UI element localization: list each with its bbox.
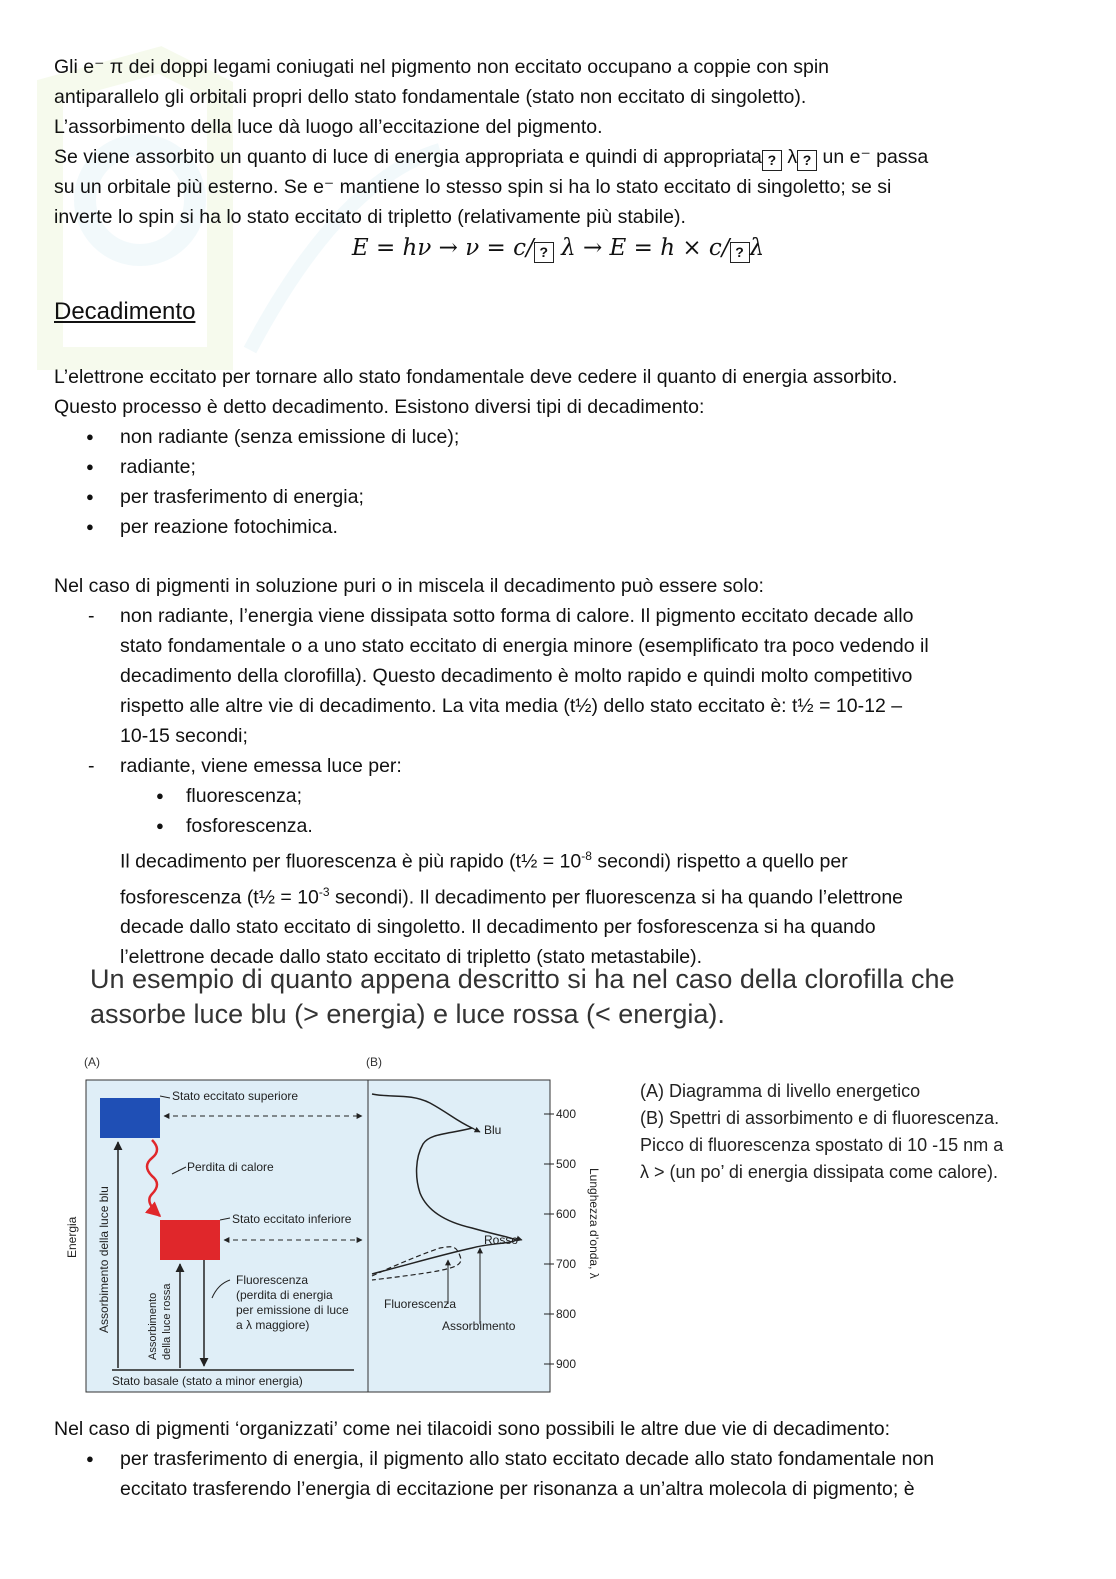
- energy-equation: [0, 235, 1116, 263]
- intro-line-4-b: λ: [787, 146, 798, 168]
- p3-line-3: decade dallo stato eccitato di singoletto. Il decadimento per fosforescenza si ha quando: [120, 916, 876, 938]
- dash-1-line-3: decadimento della clorofilla). Questo decadimento è molto rapido e quindi molto competitivo: [120, 665, 913, 687]
- panel-a-label: (A): [84, 1055, 100, 1069]
- upper-state-label: Stato eccitato superiore: [172, 1089, 299, 1103]
- list-item: ● per reazione fotochimica.: [54, 512, 1054, 542]
- tick-label-900: 900: [556, 1357, 577, 1371]
- solution-decay-list: [54, 601, 1054, 781]
- caption-line-3: Picco di fluorescenza spostato di 10 -15 nm a: [640, 1135, 1004, 1155]
- figure-caption: [640, 1078, 1003, 1186]
- list-item-radiant: - radiante, viene emessa luce per:: [54, 751, 1054, 781]
- heat-loss-label: Perdita di calore: [187, 1160, 274, 1174]
- tick-label-400: 400: [556, 1107, 577, 1121]
- missing-glyph-box: ?: [534, 242, 554, 263]
- intro-line-1: Gli e⁻ π dei doppi legami coniugati nel pigmento non eccitato occupano a coppie con spin: [54, 56, 829, 78]
- p3-line-2-b: secondi). Il decadimento per fluorescenza si ha quando l’elettrone: [329, 886, 904, 908]
- list-item: ● radiante;: [54, 452, 1054, 482]
- blu-label: Blu: [484, 1123, 502, 1137]
- blue-absorption-label: Assorbimento della luce blu: [97, 1186, 111, 1333]
- dash-1-line-2: stato fondamentale o a uno stato eccitato di energia minore (esemplificato tra poco vedendo il: [120, 635, 929, 657]
- caption-line-1: (A) Diagramma di livello energetico: [640, 1081, 921, 1101]
- tick-label-500: 500: [556, 1157, 577, 1171]
- p3-line-1-b: secondi) rispetto a quello per: [591, 850, 848, 873]
- fluor-desc-2: (perdita di energia: [236, 1288, 333, 1302]
- upper-state-box: [100, 1098, 160, 1138]
- closing-p4: Nel caso di pigmenti ‘organizzati’ come nei tilacoidi sono possibili le altre due vie di decadimento:: [54, 1418, 891, 1440]
- energy-axis-label: Energia: [65, 1216, 79, 1258]
- equation-part-3: λ: [749, 235, 765, 261]
- intro-line-4-a: Se viene assorbito un quanto di luce di energia appropriata e quindi di appropriata: [54, 146, 762, 168]
- list-item: ● per trasferimento di energia;: [54, 482, 1054, 512]
- red-absorption-label-1: Assorbimento: [147, 1292, 159, 1360]
- fluor-desc-1: Fluorescenza: [236, 1273, 309, 1287]
- section-p2: Nel caso di pigmenti in soluzione puri o in miscela il decadimento può essere solo:: [54, 575, 764, 597]
- section-p1-line-2: Questo processo è detto decadimento. Esistono diversi tipi di decadimento:: [54, 396, 705, 418]
- intro-line-4-c: un e⁻ passa: [822, 146, 929, 168]
- missing-glyph-box: ?: [730, 242, 750, 263]
- p3-sup-1: -8: [581, 849, 592, 863]
- slide-title-line-2: assorbe luce blu (> energia) e luce rossa (< energia).: [90, 999, 725, 1029]
- p3-line-4: l’elettrone decade dallo stato eccitato di tripletto (stato metastabile).: [120, 946, 703, 968]
- missing-glyph-box: ?: [762, 150, 782, 171]
- missing-glyph-box: ?: [797, 150, 817, 171]
- caption-line-4: λ > (un po’ di energia dissipata come calore).: [640, 1162, 999, 1182]
- red-absorption-label-2: della luce rossa: [161, 1283, 173, 1360]
- organized-decay-list: [54, 1444, 1054, 1504]
- panel-b-bg: [368, 1080, 550, 1392]
- intro-line-6: inverte lo spin si ha lo stato eccitato di tripletto (relativamente più stabile).: [54, 206, 686, 228]
- decay-types-list: [54, 422, 1054, 542]
- rosso-label: Rosso: [484, 1233, 519, 1247]
- fluorescenza-label: Fluorescenza: [384, 1297, 457, 1311]
- section-p1-line-1: L’elettrone eccitato per tornare allo stato fondamentale deve cedere il quanto di energia assorbito.: [54, 366, 898, 388]
- tick-label-600: 600: [556, 1207, 577, 1221]
- intro-line-5: su un orbitale più esterno. Se e⁻ mantiene lo stesso spin si ha lo stato eccitato di singoletto; se si: [54, 176, 892, 198]
- slide-title-line-1: Un esempio di quanto appena descritto si ha nel caso della clorofilla che: [90, 964, 955, 994]
- radiant-sublist: [120, 781, 313, 841]
- list-item: ● fosforescenza.: [120, 811, 313, 841]
- p3-line-1-a: Il decadimento per fluorescenza è più rapido (t½ = 10: [120, 850, 582, 873]
- tick-label-700: 700: [556, 1257, 577, 1271]
- intro-line-3: L’assorbimento della luce dà luogo all’eccitazione del pigmento.: [54, 116, 603, 138]
- list-item: ● non radiante (senza emissione di luce);: [54, 422, 1054, 452]
- list-item: [54, 1444, 1054, 1504]
- axis-gutter: [550, 1080, 620, 1392]
- tick-label-800: 800: [556, 1307, 577, 1321]
- p3-line-2-a: fosforescenza (t½ = 10: [120, 886, 319, 908]
- list-item: ● fluorescenza;: [120, 781, 313, 811]
- list-item-non-radiant: [54, 601, 1054, 751]
- dash-1-line-5: 10-15 secondi;: [120, 725, 248, 747]
- panel-b-label: (B): [366, 1055, 382, 1069]
- chlorophyll-figure: [60, 1048, 620, 1398]
- fluor-desc-4: a λ maggiore): [236, 1318, 310, 1332]
- lower-state-label: Stato eccitato inferiore: [232, 1212, 352, 1226]
- slide-title: [90, 962, 1050, 1032]
- intro-line-2: antiparallelo gli orbitali propri dello stato fondamentale (stato non eccitato di singoletto).: [54, 86, 807, 108]
- intro-line-4: [54, 142, 1064, 172]
- ground-state-label: Stato basale (stato a minor energia): [112, 1374, 303, 1388]
- caption-line-2: (B) Spettri di assorbimento e di fluorescenza.: [640, 1108, 1000, 1128]
- p3-sup-2: -3: [318, 884, 330, 899]
- closing-bullet-line-2: eccitato trasferendo l’energia di eccitazione per risonanza a un’altra molecola di pigmento; è: [120, 1478, 915, 1500]
- equation-part-2: λ → E = h × c/: [561, 235, 730, 261]
- assorbimento-label: Assorbimento: [442, 1319, 516, 1333]
- section-p3: [120, 841, 1060, 972]
- equation-part-1: E = hν → ν = c/: [351, 235, 534, 261]
- closing-bullet-line-1: per trasferimento di energia, il pigmento allo stato eccitato decade allo stato fondamentale non: [120, 1448, 935, 1470]
- dash-1-line-4: rispetto alle altre vie di decadimento. La vita media (t½) dello stato eccitato è: t½ = 10-12 –: [120, 695, 903, 717]
- dash-1-line-1: non radiante, l’energia viene dissipata sotto forma di calore. Il pigmento eccitato decade allo: [120, 605, 914, 627]
- lower-state-box: [160, 1220, 220, 1260]
- section-heading: Decadimento: [54, 298, 196, 325]
- fluor-desc-3: per emissione di luce: [236, 1303, 349, 1317]
- wavelength-axis-label: Lunghezza d’onda, λ: [587, 1168, 601, 1279]
